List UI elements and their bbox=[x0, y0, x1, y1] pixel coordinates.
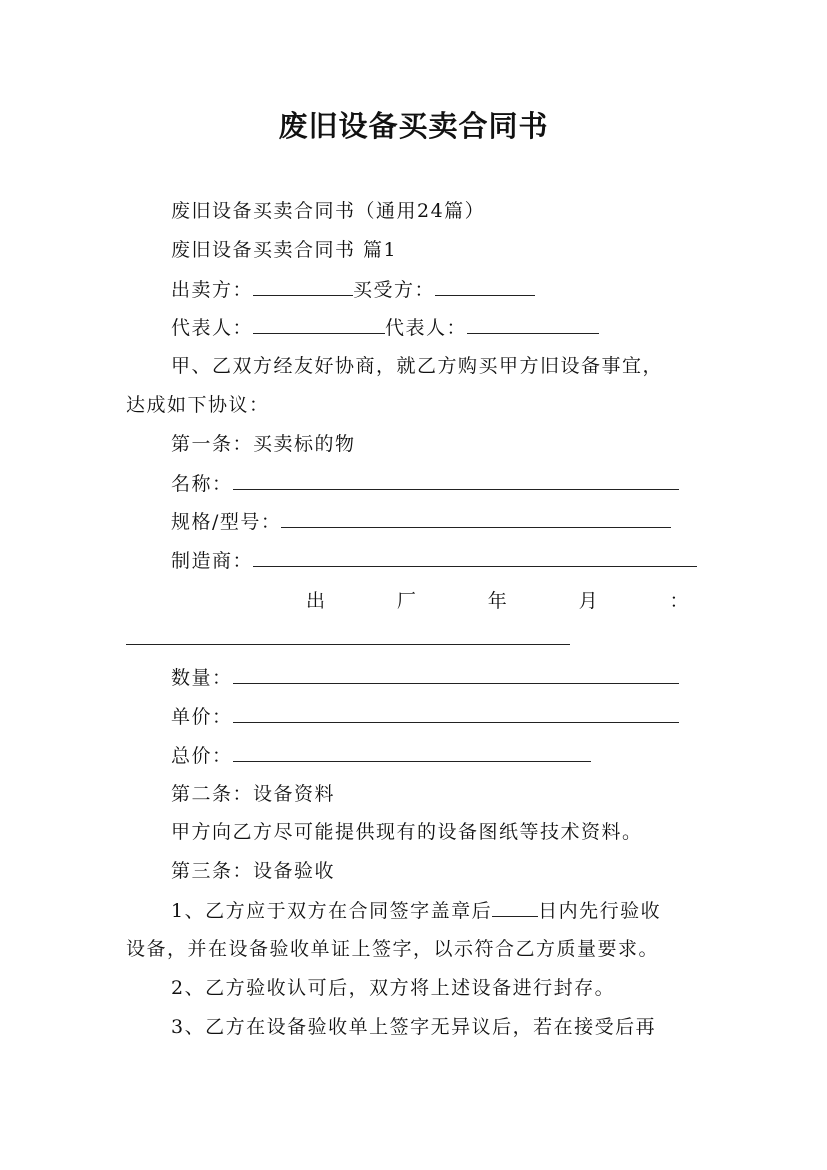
article-1-title: 第一条：买卖标的物 bbox=[171, 433, 356, 455]
buyer-label: 买受方： bbox=[353, 279, 436, 301]
clause-1-text-b: 日内先行验收 bbox=[538, 900, 662, 922]
days-blank[interactable] bbox=[492, 897, 538, 917]
maker-label: 制造商： bbox=[171, 550, 254, 572]
subtitle: 废旧设备买卖合同书（通用24篇） bbox=[171, 200, 486, 222]
manufacture-date-line bbox=[306, 588, 690, 614]
spec-label: 规格/型号： bbox=[171, 511, 282, 533]
clause-1-text-a: 1、乙方应于双方在合同签字盖章后 bbox=[171, 900, 493, 922]
rep-blank-1[interactable] bbox=[253, 314, 385, 334]
name-blank[interactable] bbox=[233, 470, 679, 490]
unit-price-label: 单价： bbox=[171, 706, 233, 728]
buyer-blank[interactable] bbox=[435, 276, 535, 296]
seller-label: 出卖方： bbox=[171, 279, 254, 301]
total-price-label: 总价： bbox=[171, 745, 233, 767]
document-title: 废旧设备买卖合同书 bbox=[278, 109, 549, 143]
spec-line bbox=[171, 508, 761, 535]
article-2-text: 甲方向乙方尽可能提供现有的设备图纸等技术资料。 bbox=[171, 821, 643, 843]
maker-blank[interactable] bbox=[253, 547, 697, 567]
date-char: 出 bbox=[306, 590, 327, 612]
party-line bbox=[171, 276, 761, 303]
article-3-clause-1-cont: 设备，并在设备验收单证上签字，以示符合乙方质量要求。 bbox=[126, 938, 660, 960]
quantity-blank[interactable] bbox=[233, 664, 679, 684]
total-price-blank[interactable] bbox=[233, 742, 591, 762]
rep-blank-2[interactable] bbox=[467, 314, 599, 334]
quantity-label: 数量： bbox=[171, 667, 233, 689]
date-char: 厂 bbox=[396, 590, 418, 612]
date-char: 年 bbox=[487, 590, 509, 612]
article-3-clause-2: 2、乙方验收认可后，双方将上述设备进行封存。 bbox=[171, 977, 616, 999]
total-price-line bbox=[171, 742, 761, 769]
article-3-clause-3: 3、乙方在设备验收单上签字无异议后，若在接受后再 bbox=[171, 1016, 657, 1038]
intro-line-1: 甲、乙双方经友好协商，就乙方购买甲方旧设备事宜， bbox=[171, 355, 664, 377]
intro-line-2: 达成如下协议： bbox=[126, 394, 270, 416]
name-line bbox=[171, 470, 761, 497]
seller-blank[interactable] bbox=[253, 276, 353, 296]
date-char: ： bbox=[669, 590, 690, 612]
article-2-title: 第二条：设备资料 bbox=[171, 783, 336, 805]
spec-blank[interactable] bbox=[281, 508, 671, 528]
article-3-title: 第三条：设备验收 bbox=[171, 860, 336, 882]
date-char: 月 bbox=[578, 590, 600, 612]
maker-line bbox=[171, 547, 761, 574]
chapter-heading: 废旧设备买卖合同书 篇1 bbox=[171, 239, 398, 261]
manufacture-date-blank[interactable] bbox=[126, 625, 570, 645]
name-label: 名称： bbox=[171, 473, 233, 495]
rep-label-2: 代表人： bbox=[385, 317, 468, 339]
unit-price-line bbox=[171, 703, 761, 730]
article-3-clause-1 bbox=[171, 897, 761, 924]
manufacture-date-blank-line bbox=[126, 625, 716, 652]
rep-label-1: 代表人： bbox=[171, 317, 254, 339]
quantity-line bbox=[171, 664, 761, 691]
representative-line bbox=[171, 314, 761, 341]
unit-price-blank[interactable] bbox=[233, 703, 679, 723]
